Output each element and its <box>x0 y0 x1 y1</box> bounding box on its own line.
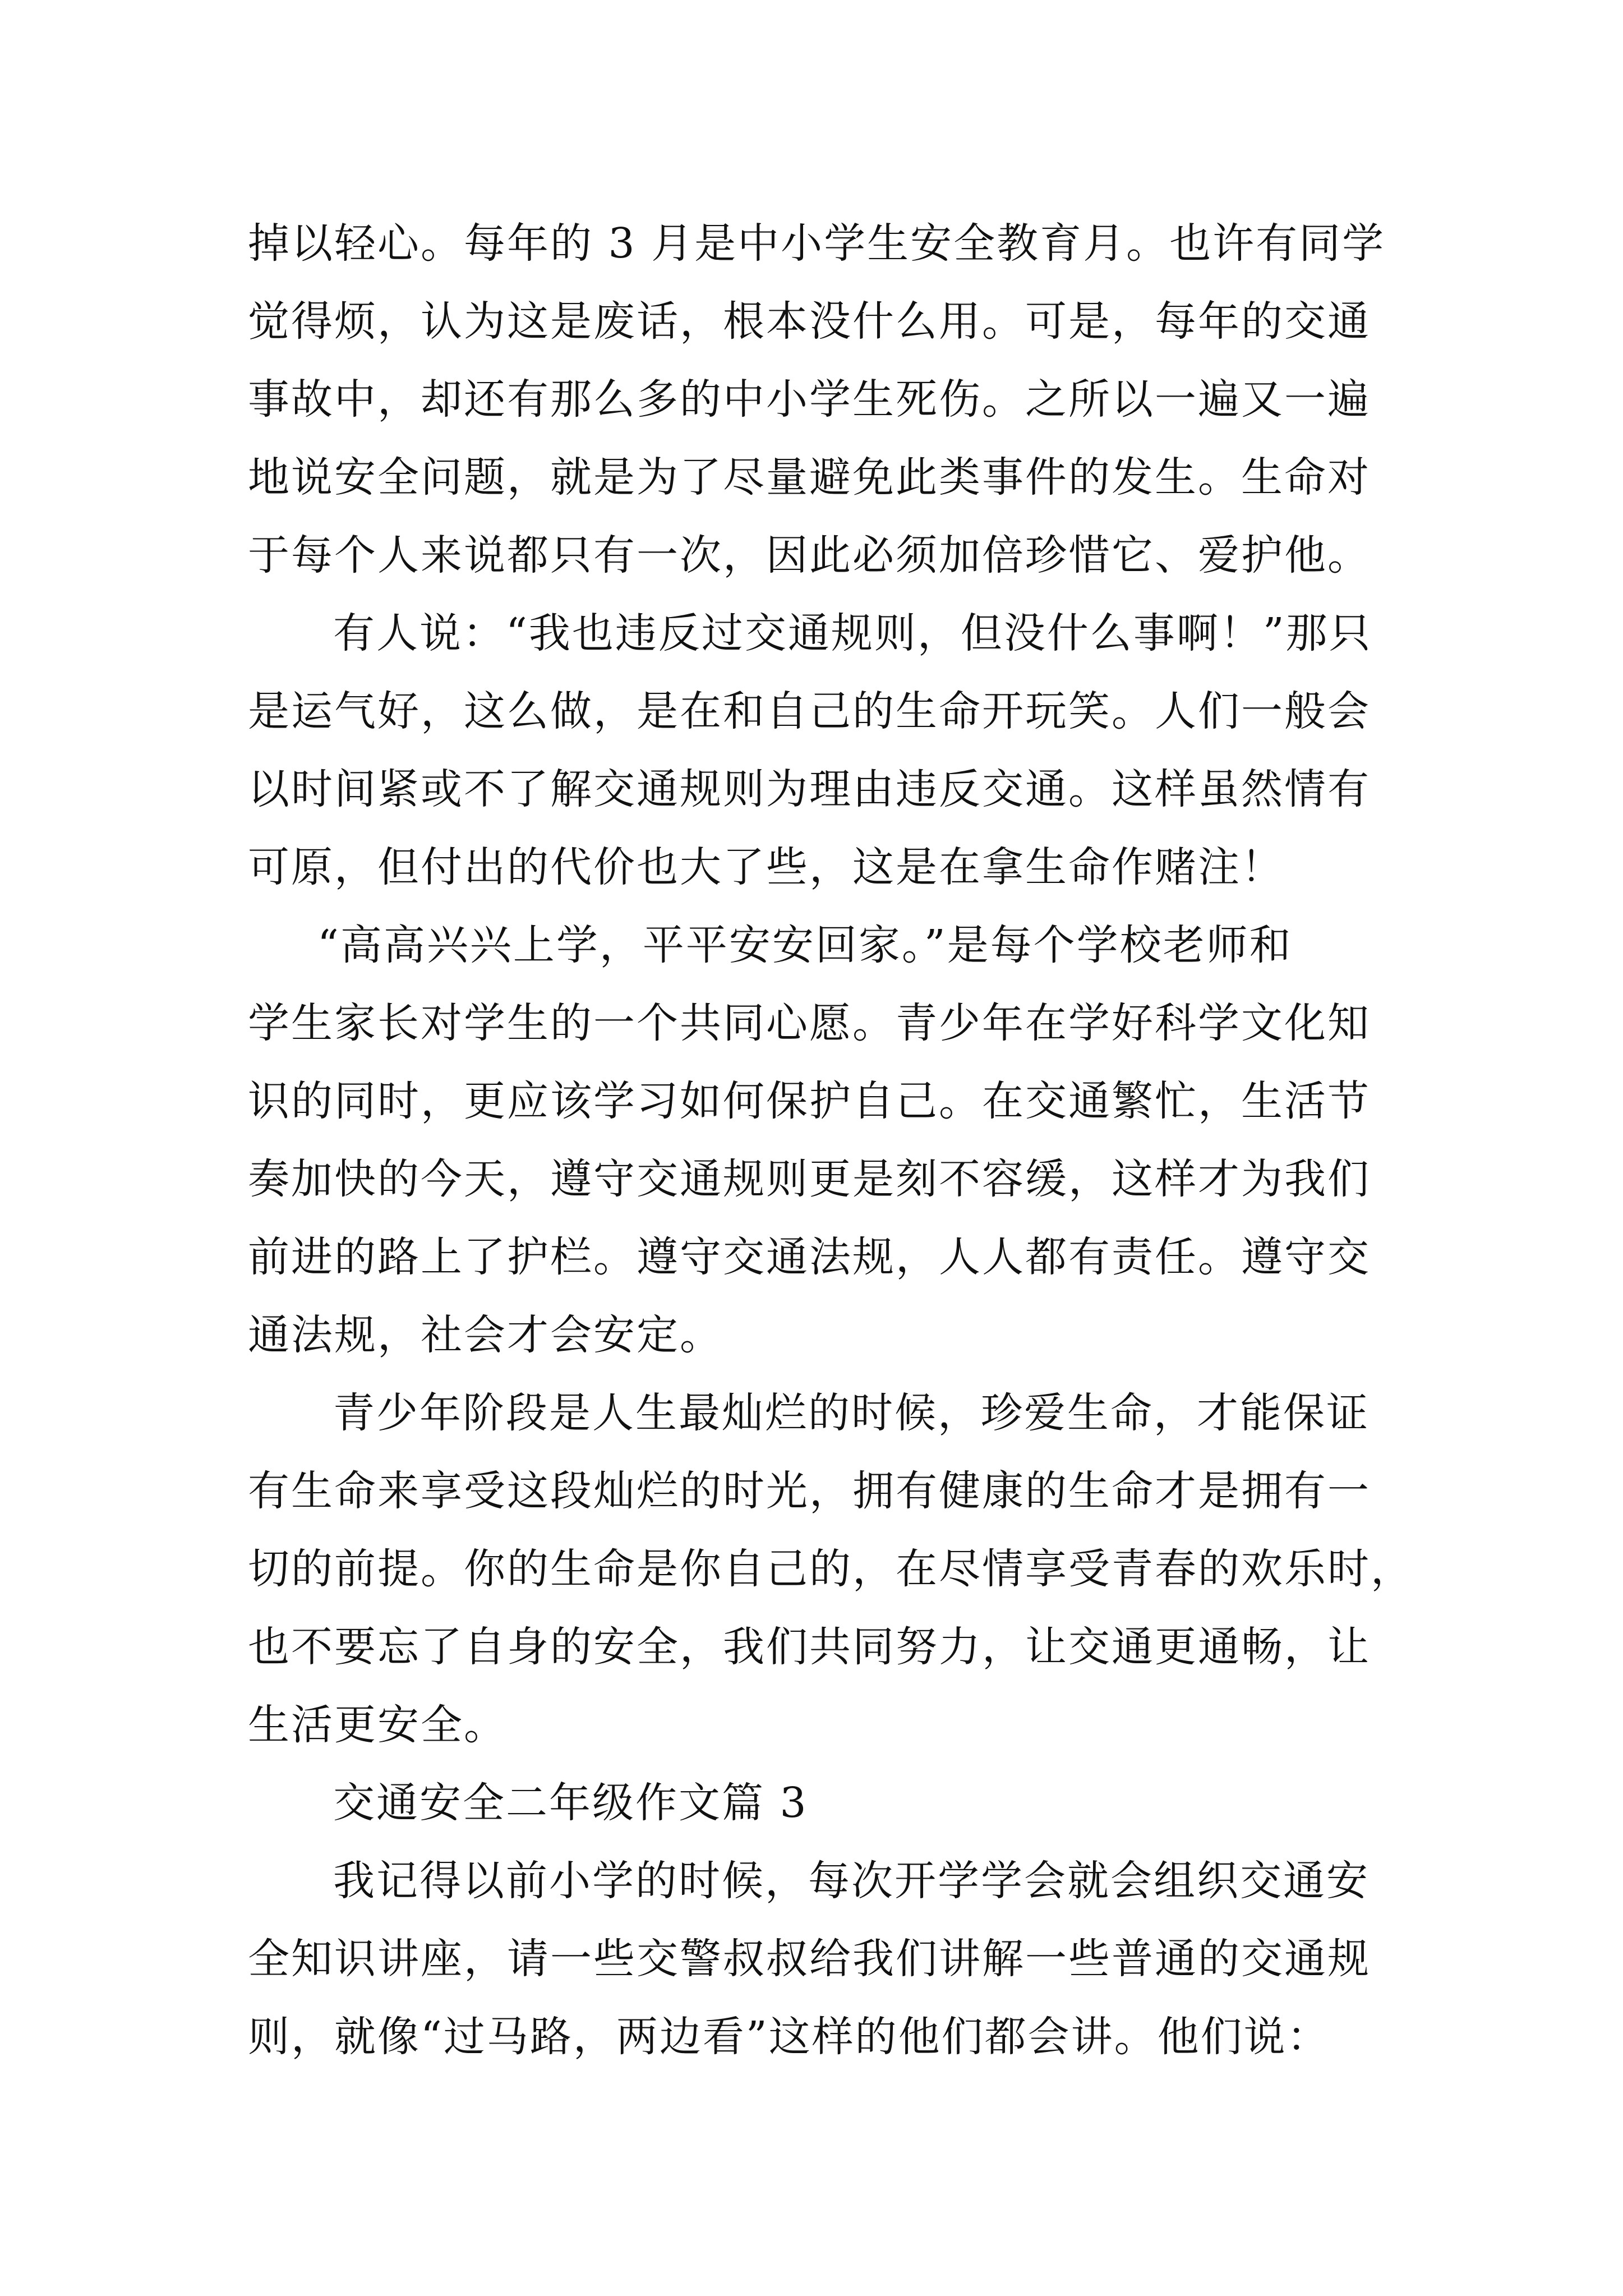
text-line: 掉以轻心。每年的 3 月是中小学生安全教育月。也许有同学 <box>248 219 1386 268</box>
paragraph-start-line: “高高兴兴上学，平平安安回家。”是每个学校老师和 <box>317 921 1293 969</box>
text-line: 生活更安全。 <box>248 1701 507 1749</box>
text-line: 地说安全问题，就是为了尽量避免此类事件的发生。生命对 <box>248 453 1371 501</box>
text-line: 也不要忘了自身的安全，我们共同努力，让交通更通畅，让 <box>248 1623 1371 1671</box>
text-line: 有生命来享受这段灿烂的时光，拥有健康的生命才是拥有一 <box>248 1467 1371 1515</box>
text-line: 识的同时，更应该学习如何保护自己。在交通繁忙，生活节 <box>248 1077 1371 1125</box>
text-line: 则，就像“过马路，两边看”这样的他们都会讲。他们说： <box>248 2013 1330 2061</box>
text-line: 全知识讲座，请一些交警叔叔给我们讲解一些普通的交通规 <box>248 1935 1371 1983</box>
text-line: 于每个人来说都只有一次，因此必须加倍珍惜它、爱护他。 <box>248 531 1371 579</box>
text-line: 是运气好，这么做，是在和自己的生命开玩笑。人们一般会 <box>248 687 1371 735</box>
text-line: 以时间紧或不了解交通规则为理由违反交通。这样虽然情有 <box>248 765 1371 813</box>
text-line: 事故中，却还有那么多的中小学生死伤。之所以一遍又一遍 <box>248 375 1371 424</box>
paragraph-start-line: 有人说：“我也违反过交通规则，但没什么事啊！”那只 <box>333 609 1372 657</box>
paragraph-start-line: 青少年阶段是人生最灿烂的时候，珍爱生命，才能保证 <box>333 1389 1370 1437</box>
text-line: 学生家长对学生的一个共同心愿。青少年在学好科学文化知 <box>248 999 1371 1047</box>
text-line: 切的前提。你的生命是你自己的，在尽情享受青春的欢乐时， <box>248 1545 1414 1593</box>
text-line: 觉得烦，认为这是废话，根本没什么用。可是，每年的交通 <box>248 297 1371 346</box>
text-line: 通法规，社会才会安定。 <box>248 1311 723 1359</box>
section-heading: 交通安全二年级作文篇 3 <box>333 1779 808 1827</box>
text-line: 可原，但付出的代价也大了些，这是在拿生命作赌注！ <box>248 843 1284 891</box>
text-line: 奏加快的今天，遵守交通规则更是刻不容缓，这样才为我们 <box>248 1155 1371 1203</box>
paragraph-start-line: 我记得以前小学的时候，每次开学学会就会组织交通安 <box>333 1857 1370 1905</box>
text-line: 前进的路上了护栏。遵守交通法规，人人都有责任。遵守交 <box>248 1233 1371 1281</box>
body-text <box>248 205 1414 2076</box>
